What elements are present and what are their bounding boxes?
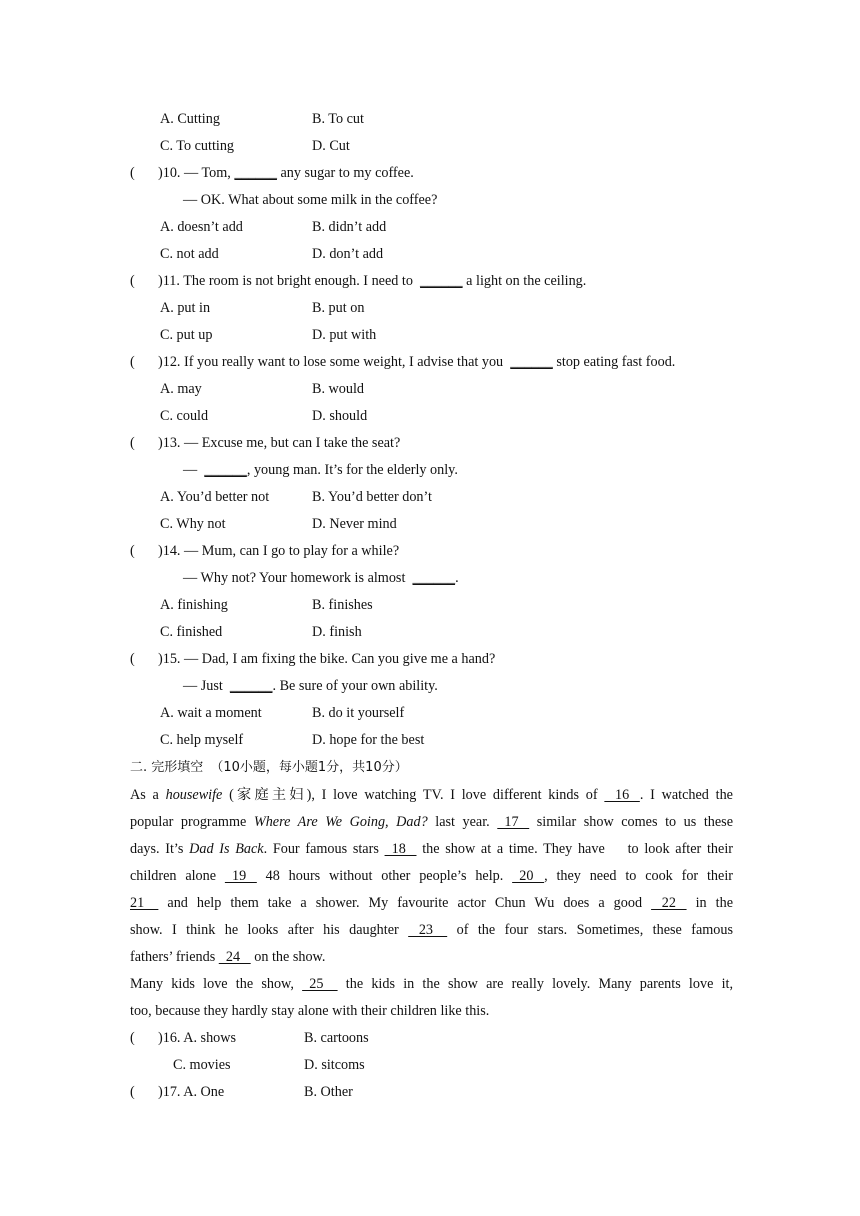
q12-option-b: B. would <box>312 381 365 397</box>
section-note: （10小题，每小题1分，共10分） <box>210 760 408 775</box>
q13-option-c: C. Why not <box>160 516 226 532</box>
answer-paren: ( <box>130 435 135 451</box>
q11-option-c: C. put up <box>160 327 213 343</box>
q10-option-a: A. doesn’t add <box>160 219 243 235</box>
q13-option-a: A. You’d better not <box>160 489 270 505</box>
answer-paren: ( <box>130 165 135 181</box>
answer-paren: ( <box>130 273 135 289</box>
question-13: ( )13. — Excuse me, but can I take the seat? <box>130 435 401 451</box>
passage-line-9: too, because they hardly stay alone with their children like this. <box>130 1003 490 1019</box>
q9-option-a: A. Cutting <box>160 111 220 127</box>
answer-paren: ( <box>130 651 135 667</box>
passage-line-5: 21 and help them take a shower. My favourite actor Chun Wu does a good 22 in the <box>130 895 733 911</box>
cloze-blank-16: 16 <box>604 787 640 803</box>
answer-blank: ______ <box>229 678 273 694</box>
q13-option-d: D. Never mind <box>312 516 397 532</box>
passage-line-2: popular programme Where Are We Going, Dad? last year. 17 similar show comes to us these <box>130 814 734 830</box>
q15-option-a: A. wait a moment <box>160 705 262 721</box>
q14-option-a: A. finishing <box>160 597 228 613</box>
answer-blank: ______ <box>510 354 553 370</box>
question-17: ( )17. A. One <box>130 1084 225 1100</box>
cloze-blank-25: 25 <box>302 976 338 992</box>
passage-line-8: Many kids love the show, 25 the kids in the show are really lovely. Many parents love it, <box>130 976 733 992</box>
q10-option-c: C. not add <box>160 246 219 262</box>
answer-blank: ______ <box>234 165 277 181</box>
q11-option-a: A. put in <box>160 300 211 316</box>
q16-option-c: C. movies <box>173 1057 231 1073</box>
q15-option-d: D. hope for the best <box>312 732 425 748</box>
q9-option-d: D. Cut <box>312 138 350 154</box>
passage-line-3: days. It’s Dad Is Back. Four famous stars 18 the show at a time. They have to look after their <box>130 841 733 857</box>
passage-line-6: show. I think he looks after his daughter 23 of the four stars. Sometimes, these famous <box>130 922 734 938</box>
q14-option-d: D. finish <box>312 624 362 640</box>
question-15-reply: — Just ______. Be sure of your own ability. <box>183 678 438 694</box>
answer-paren: ( <box>130 1084 135 1100</box>
section-heading <box>130 758 408 777</box>
q15-option-c: C. help myself <box>160 732 244 748</box>
question-11: ( )11. The room is not bright enough. I need to ______ a light on the ceiling. <box>130 273 587 289</box>
q16-option-b: B. cartoons <box>304 1030 369 1046</box>
cloze-blank-18: 18 <box>384 841 417 857</box>
cloze-blank-24: 24 <box>218 949 251 965</box>
q12-option-d: D. should <box>312 408 368 424</box>
passage-line-1: As a housewife (家庭主妇), I love watching TV. I love different kinds of 16 . I watched the <box>130 787 733 803</box>
question-14-reply: — Why not? Your homework is almost ______. <box>183 570 459 586</box>
cloze-blank-17: 17 <box>497 814 530 830</box>
q12-option-c: C. could <box>160 408 209 424</box>
question-13-reply: — ______, young man. It’s for the elderly only. <box>183 462 458 478</box>
cloze-blank-19: 19 <box>224 868 257 884</box>
q15-option-b: B. do it yourself <box>312 705 405 721</box>
answer-paren: ( <box>130 354 135 370</box>
answer-blank: ______ <box>412 570 456 586</box>
q11-option-b: B. put on <box>312 300 365 316</box>
answer-paren: ( <box>130 543 135 559</box>
q9-option-b: B. To cut <box>312 111 364 127</box>
q14-option-c: C. finished <box>160 624 223 640</box>
q10-option-d: D. don’t add <box>312 246 384 262</box>
q14-option-b: B. finishes <box>312 597 373 613</box>
question-16: ( )16. A. shows <box>130 1030 237 1046</box>
q17-option-b: B. Other <box>304 1084 353 1100</box>
answer-blank: ______ <box>204 462 247 478</box>
q11-option-d: D. put with <box>312 327 377 343</box>
q10-option-b: B. didn’t add <box>312 219 387 235</box>
cloze-blank-23: 23 <box>408 922 448 938</box>
answer-paren: ( <box>130 1030 135 1046</box>
question-12: ( )12. If you really want to lose some weight, I advise that you ______ stop eating fast food. <box>130 354 676 370</box>
passage-line-7: fathers’ friends 24 on the show. <box>130 949 326 965</box>
cloze-blank-22: 22 <box>651 895 687 911</box>
question-14: ( )14. — Mum, can I go to play for a while? <box>130 543 400 559</box>
question-10: ( )10. — Tom, ______ any sugar to my coffee. <box>130 165 414 181</box>
section-title: 二. 完形填空 <box>130 760 204 775</box>
cloze-blank-21: 21 <box>130 895 159 911</box>
passage-line-4: children alone 19 48 hours without other people’s help. 20 , they need to cook for their <box>130 868 733 884</box>
cloze-blank-20: 20 <box>512 868 545 884</box>
question-10-reply: — OK. What about some milk in the coffee? <box>183 192 438 208</box>
q12-option-a: A. may <box>160 381 202 397</box>
q13-option-b: B. You’d better don’t <box>312 489 432 505</box>
q9-option-c: C. To cutting <box>160 138 235 154</box>
answer-blank: ______ <box>420 273 463 289</box>
question-15: ( )15. — Dad, I am fixing the bike. Can you give me a hand? <box>130 651 496 667</box>
q16-option-d: D. sitcoms <box>304 1057 365 1073</box>
